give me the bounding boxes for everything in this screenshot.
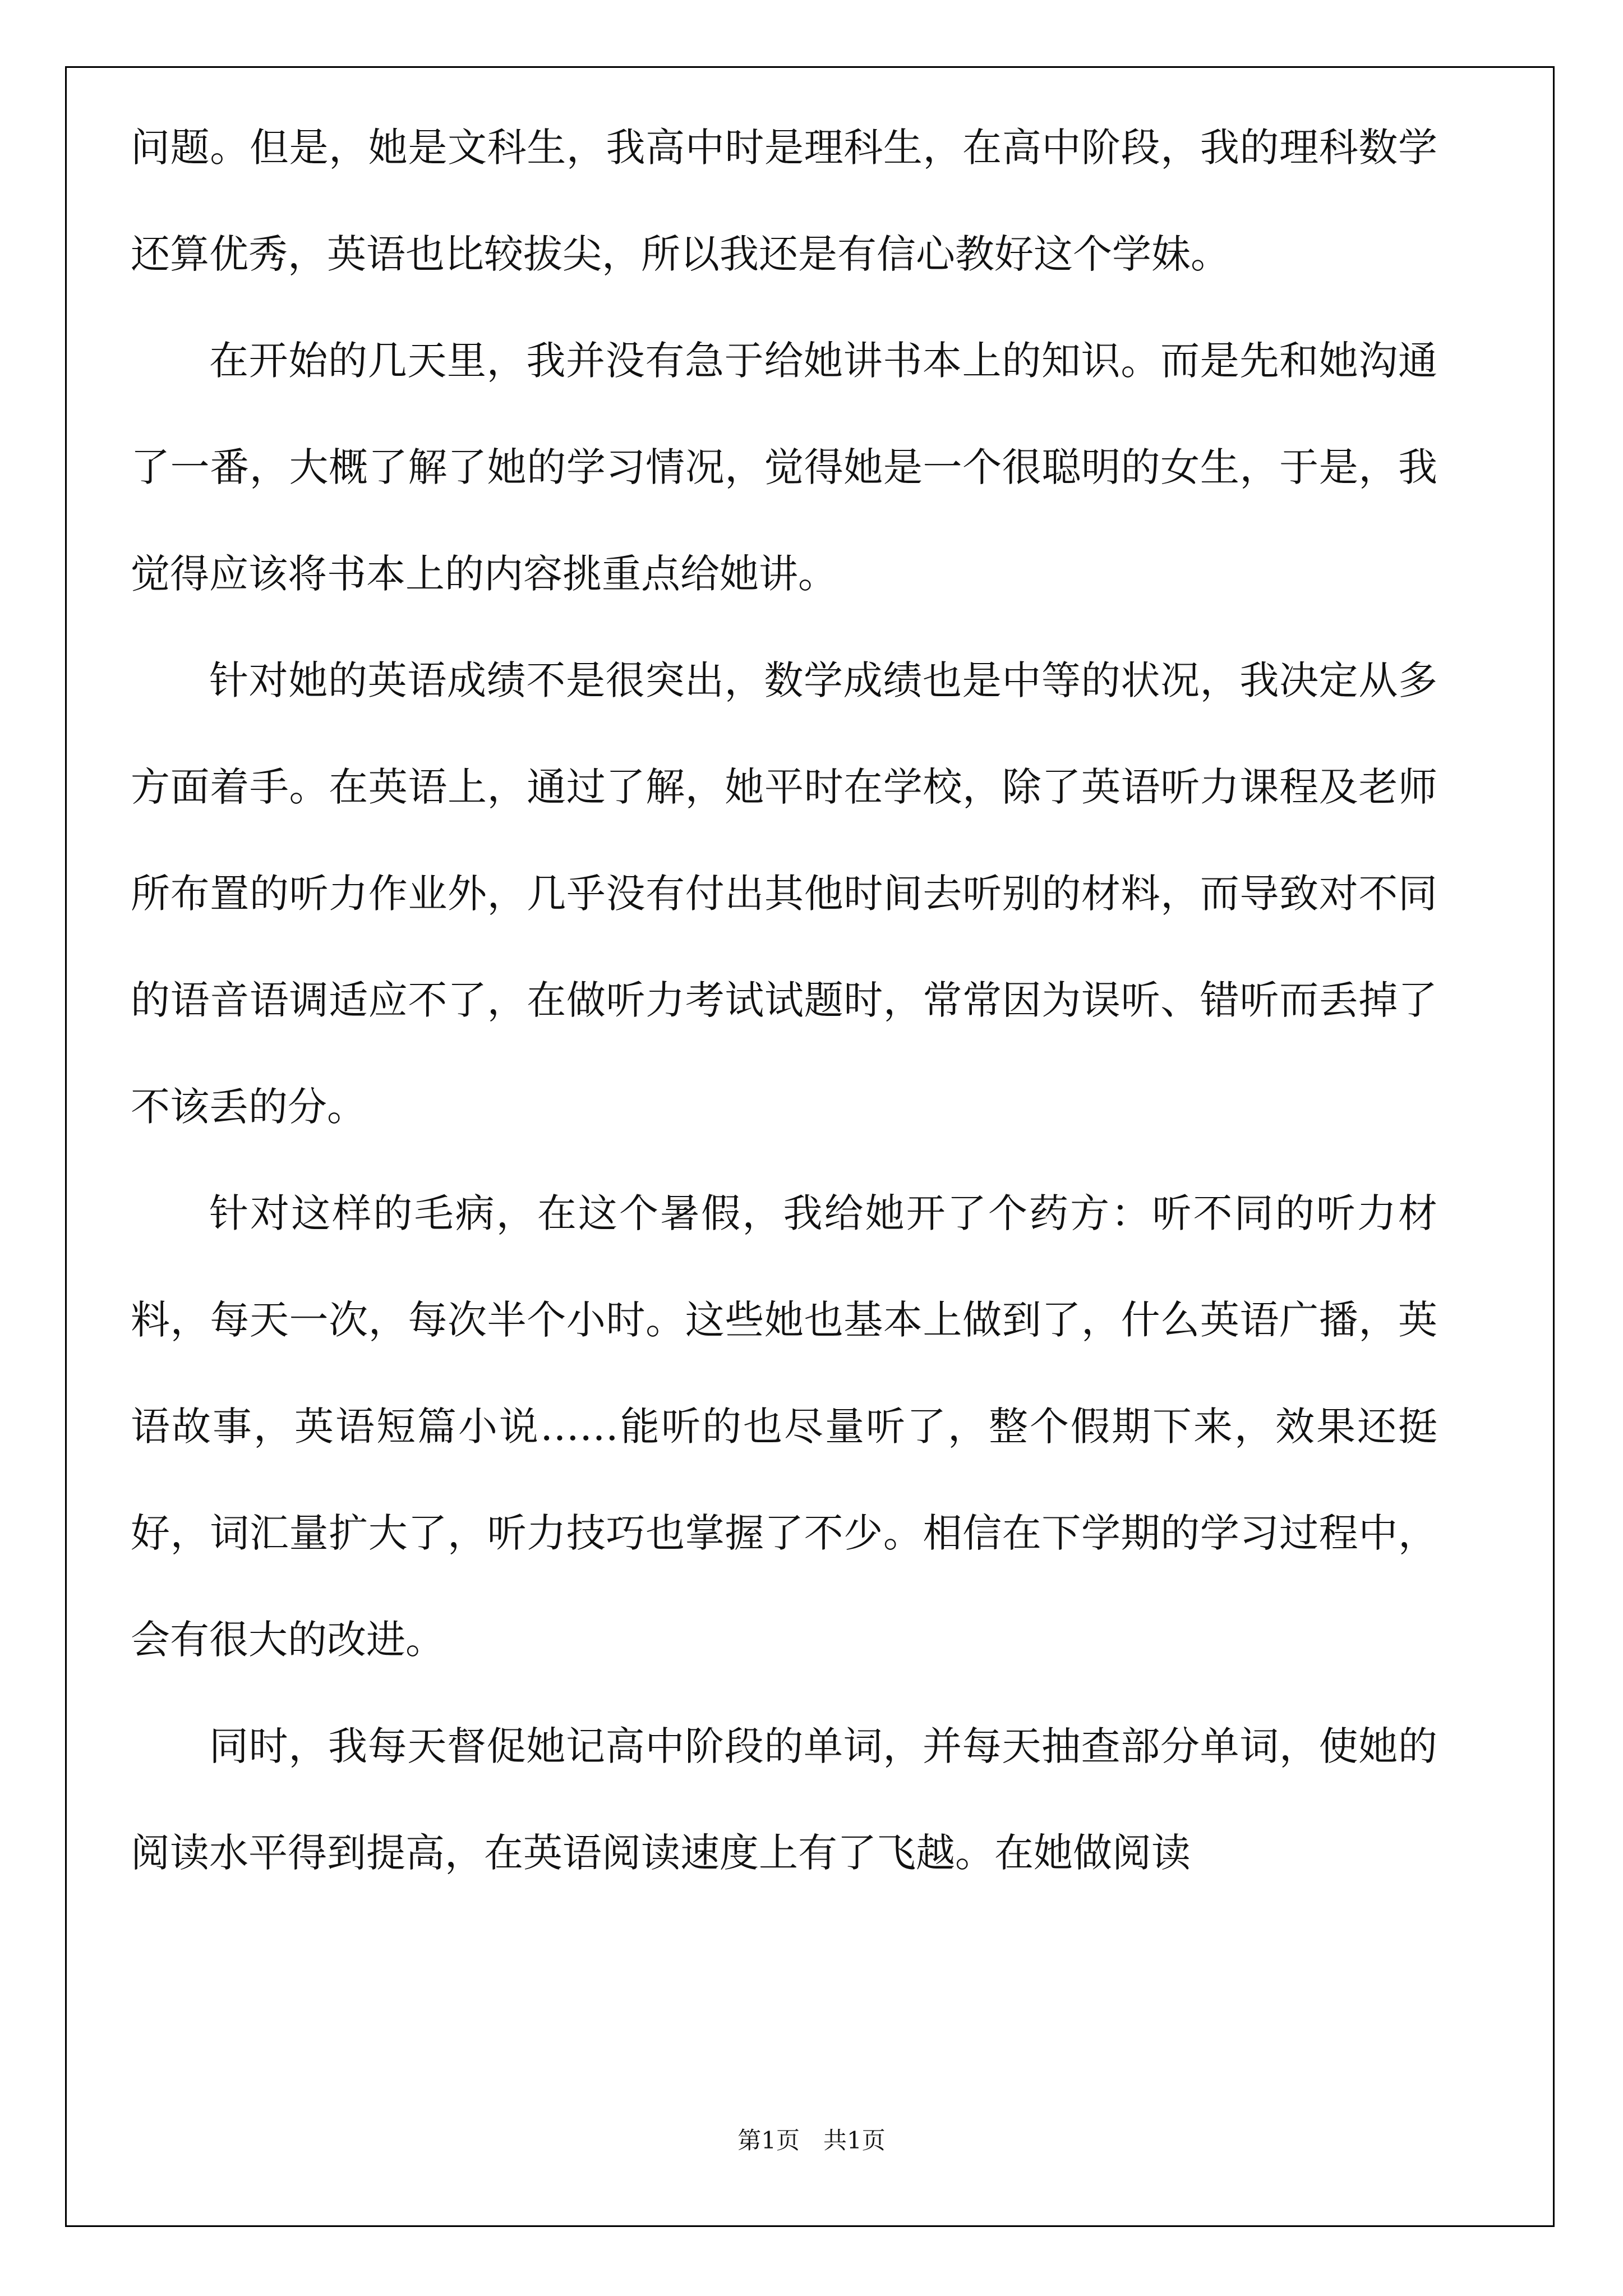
paragraph-3: 针对她的英语成绩不是很突出，数学成绩也是中等的状况，我决定从多方面着手。在英语上，通过了解，她平时在学校，除了英语听力课程及老师所布置的听力作业外，几乎没有付出其他时间去听别的材料，而导致对不同的语音语调适应不了，在做听力考试试题时，常常因为误听、错听而丢掉了不该丢的分。	[131, 657, 1437, 1130]
document-body	[131, 94, 1437, 1906]
page-number-footer: 第1页 共1页	[737, 2127, 886, 2154]
paragraph-5: 同时，我每天督促她记高中阶段的单词，并每天抽查部分单词，使她的阅读水平得到提高，在英语阅读速度上有了飞越。在她做阅读	[131, 1723, 1437, 1876]
paragraph-2: 在开始的几天里，我并没有急于给她讲书本上的知识。而是先和她沟通了一番，大概了解了她的学习情况，觉得她是一个很聪明的女生，于是，我觉得应该将书本上的内容挑重点给她讲。	[131, 338, 1437, 597]
paragraph-4: 针对这样的毛病，在这个暑假，我给她开了个药方：听不同的听力材料，每天一次，每次半个小时。这些她也基本上做到了，什么英语广播，英语故事，英语短篇小说……能听的也尽量听了，整个假期下来，效果还挺好，词汇量扩大了，听力技巧也掌握了不少。相信在下学期的学习过程中，会有很大的改进。	[131, 1190, 1437, 1663]
paragraph-1: 问题。但是，她是文科生，我高中时是理科生，在高中阶段，我的理科数学还算优秀，英语也比较拔尖，所以我还是有信心教好这个学妹。	[131, 125, 1437, 277]
